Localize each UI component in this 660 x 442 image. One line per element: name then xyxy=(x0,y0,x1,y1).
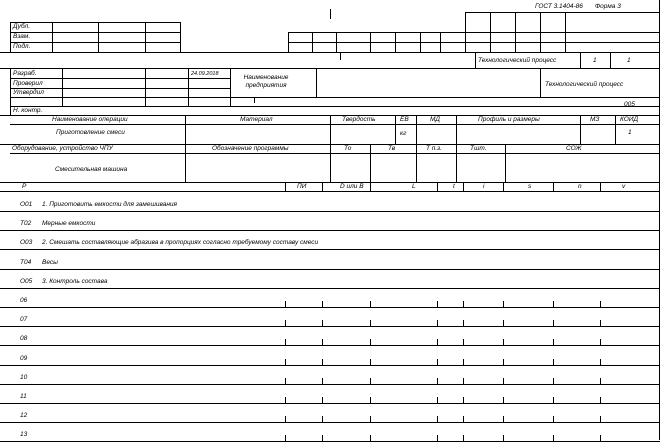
row-column-tick xyxy=(285,397,286,403)
row-divider xyxy=(0,365,660,366)
row-column-tick xyxy=(285,435,286,441)
col-t: t xyxy=(453,183,455,190)
row-column-tick xyxy=(370,397,371,403)
row-column-tick xyxy=(463,359,464,365)
equipment-value: Смесительная машина xyxy=(55,166,128,173)
col-v: v xyxy=(622,183,626,190)
row-column-tick xyxy=(285,339,286,345)
tick-mark xyxy=(330,9,331,19)
gost-label: ГОСТ 3.1404-86 xyxy=(535,3,583,10)
row-code: 09 xyxy=(20,355,28,362)
row-code: 11 xyxy=(20,393,27,400)
row-divider xyxy=(0,288,660,289)
row-column-tick xyxy=(503,339,504,345)
side-label-vzam: Взам. xyxy=(13,33,31,40)
row-column-tick xyxy=(370,320,371,326)
col-l: L xyxy=(412,183,416,190)
row-column-tick xyxy=(463,320,464,326)
row-text: Весы xyxy=(42,259,58,266)
tpz-label: Т п.з. xyxy=(426,145,442,152)
row-code: Т02 xyxy=(20,220,32,227)
op-name-label: Наименование операции xyxy=(52,116,128,123)
row-column-tick xyxy=(437,359,438,365)
row-column-tick xyxy=(370,339,371,345)
row-divider xyxy=(0,211,660,212)
row-column-tick xyxy=(285,359,286,365)
row-text: 1. Приготовить емкости для замешивания xyxy=(42,201,177,208)
row-column-tick xyxy=(370,416,371,422)
row-column-tick xyxy=(503,301,504,307)
document-title: Технологический процесс xyxy=(545,81,624,88)
tsht-label: Тшт. xyxy=(470,145,487,152)
profile-label: Профиль и размеры xyxy=(478,116,540,123)
row-divider xyxy=(0,269,660,270)
row-column-tick xyxy=(503,378,504,384)
row-code: О03 xyxy=(20,239,33,246)
row-column-tick xyxy=(322,320,323,326)
row-column-tick xyxy=(600,359,601,365)
row-column-tick xyxy=(553,378,554,384)
row-code: 12 xyxy=(20,412,28,419)
row-column-tick xyxy=(553,416,554,422)
row-divider xyxy=(0,422,660,423)
form-label: Форма 3 xyxy=(595,3,621,10)
row-text: 2. Смешать составляющие абразива в пропорциях согласно требуемому составу смеси xyxy=(42,239,319,246)
koid-label: КОИД xyxy=(620,116,639,123)
row-code: 08 xyxy=(20,335,28,342)
col-n: n xyxy=(578,183,582,190)
row-column-tick xyxy=(600,416,601,422)
sozh-label: СОЖ xyxy=(566,145,582,152)
row-column-tick xyxy=(503,397,504,403)
row-column-tick xyxy=(437,301,438,307)
row-column-tick xyxy=(553,397,554,403)
row-code: Т04 xyxy=(20,259,32,266)
row-column-tick xyxy=(463,435,464,441)
sheet-number: 1 xyxy=(593,57,597,64)
row-column-tick xyxy=(370,359,371,365)
row-column-tick xyxy=(437,435,438,441)
row-column-tick xyxy=(463,416,464,422)
unit-value: кг xyxy=(400,130,407,137)
row-column-tick xyxy=(553,339,554,345)
row-column-tick xyxy=(285,320,286,326)
side-label-dubl: Дубл. xyxy=(13,23,31,30)
role-norm-control: Н. контр. xyxy=(13,107,43,114)
row-column-tick xyxy=(437,378,438,384)
hardness-label: Твердость xyxy=(342,116,376,123)
row-column-tick xyxy=(437,339,438,345)
row-column-tick xyxy=(370,378,371,384)
row-column-tick xyxy=(437,397,438,403)
row-column-tick xyxy=(437,416,438,422)
date-value: 24.09.2018 xyxy=(191,71,219,77)
col-d: D или В xyxy=(340,183,364,190)
row-column-tick xyxy=(503,435,504,441)
tv-label: Тв xyxy=(388,145,396,152)
op-name-value: Приготовление смеси xyxy=(56,129,125,136)
enterprise-name: Наименование предприятия xyxy=(243,74,289,89)
row-column-tick xyxy=(463,378,464,384)
row-column-tick xyxy=(370,301,371,307)
row-column-tick xyxy=(553,435,554,441)
row-code: 10 xyxy=(20,374,28,381)
row-column-tick xyxy=(600,397,601,403)
program-label: Обозначение программы xyxy=(212,145,289,152)
material-label: Материал xyxy=(240,116,273,123)
col-s: s xyxy=(528,183,532,190)
koid-value: 1 xyxy=(628,129,632,136)
row-divider xyxy=(0,403,660,404)
row-column-tick xyxy=(600,320,601,326)
row-column-tick xyxy=(600,301,601,307)
row-column-tick xyxy=(322,378,323,384)
col-pi: ПИ xyxy=(297,183,307,190)
row-column-tick xyxy=(285,416,286,422)
sheets-count: 1 xyxy=(627,57,631,64)
row-text: Мерные емкости xyxy=(42,220,96,227)
row-column-tick xyxy=(463,397,464,403)
row-column-tick xyxy=(437,320,438,326)
mz-label: МЗ xyxy=(590,116,600,123)
row-column-tick xyxy=(370,435,371,441)
row-column-tick xyxy=(463,301,464,307)
row-column-tick xyxy=(600,378,601,384)
row-column-tick xyxy=(322,301,323,307)
col-p: Р xyxy=(22,183,27,190)
equipment-label: Оборудование, устройство ЧПУ xyxy=(12,145,113,152)
to-label: То xyxy=(344,145,352,152)
row-divider xyxy=(0,326,660,327)
row-column-tick xyxy=(322,416,323,422)
md-label: МД xyxy=(430,116,440,123)
row-column-tick xyxy=(553,359,554,365)
row-code: О01 xyxy=(20,201,33,208)
row-divider xyxy=(0,307,660,308)
row-column-tick xyxy=(322,339,323,345)
row-code: 06 xyxy=(20,297,28,304)
row-column-tick xyxy=(322,397,323,403)
side-label-podl: Подл. xyxy=(13,43,31,50)
row-column-tick xyxy=(553,320,554,326)
row-column-tick xyxy=(322,435,323,441)
row-column-tick xyxy=(553,301,554,307)
row-text: 3. Контроль состава xyxy=(42,278,108,285)
ev-label: ЕВ xyxy=(400,116,409,123)
row-divider xyxy=(0,249,660,250)
row-column-tick xyxy=(285,378,286,384)
row-column-tick xyxy=(503,416,504,422)
row-column-tick xyxy=(463,339,464,345)
role-approver: Утвердил xyxy=(13,89,44,96)
row-column-tick xyxy=(503,320,504,326)
document-code: 005 xyxy=(624,101,635,108)
row-divider xyxy=(0,345,660,346)
row-column-tick xyxy=(600,435,601,441)
row-code: О05 xyxy=(20,278,33,285)
row-divider xyxy=(0,384,660,385)
row-code: 07 xyxy=(20,316,28,323)
row-column-tick xyxy=(285,301,286,307)
col-i: i xyxy=(483,183,485,190)
row-column-tick xyxy=(600,339,601,345)
row-column-tick xyxy=(503,359,504,365)
row-divider xyxy=(0,230,660,231)
role-checker: Проверил xyxy=(13,80,43,87)
role-developer: Разраб. xyxy=(13,70,37,77)
row-code: 13 xyxy=(20,431,28,438)
process-label: Технологический процесс xyxy=(478,57,557,64)
row-column-tick xyxy=(322,359,323,365)
